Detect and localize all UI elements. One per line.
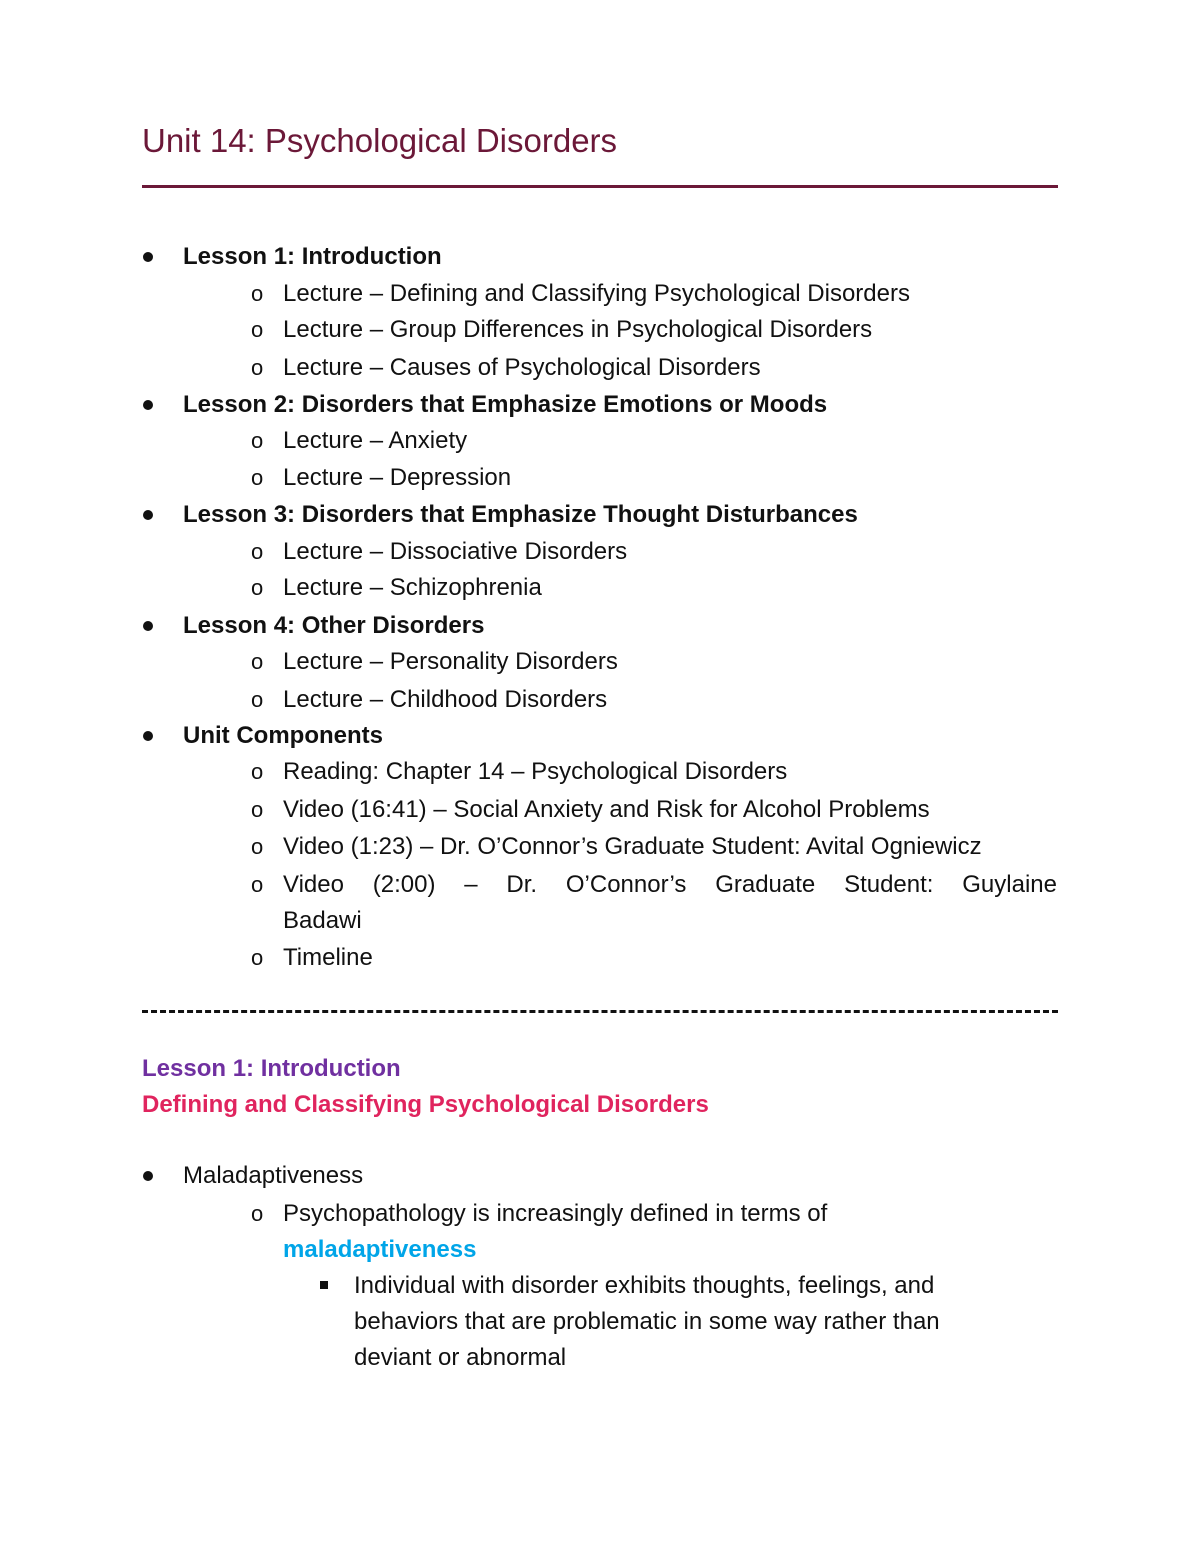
outline-lesson-3: Lesson 3: Disorders that Emphasize Thought Disturbances [183, 501, 858, 528]
outline-item-justified [283, 870, 1057, 900]
circle-bullet-icon: o [251, 759, 264, 784]
outline-item: Lecture – Causes of Psychological Disorders [283, 354, 761, 381]
section-divider [142, 1010, 1058, 1013]
word: – [464, 871, 478, 898]
word: Video [283, 871, 344, 898]
lesson-heading: Lesson 1: Introduction [142, 1055, 401, 1082]
word: Dr. [506, 871, 538, 898]
outline-lesson-2: Lesson 2: Disorders that Emphasize Emotions or Moods [183, 391, 828, 418]
circle-bullet-icon: o [251, 872, 264, 897]
circle-bullet-icon: o [251, 649, 264, 674]
bullet-dot-icon [143, 731, 153, 741]
outline-item: Lecture – Defining and Classifying Psychological Disorders [283, 280, 910, 307]
outline-item: Lecture – Schizophrenia [283, 574, 542, 601]
circle-bullet-icon: o [251, 465, 264, 490]
circle-bullet-icon: o [251, 797, 264, 822]
word: Graduate [715, 871, 816, 898]
circle-bullet-icon: o [251, 281, 264, 306]
bullet-dot-icon [143, 510, 153, 520]
page-title: Unit 14: Psychological Disorders [142, 122, 618, 159]
outline-lesson-4: Lesson 4: Other Disorders [183, 612, 485, 639]
circle-bullet-icon: o [251, 317, 264, 342]
word: Student: [844, 871, 934, 898]
circle-bullet-icon: o [251, 945, 264, 970]
key-term: maladaptiveness [283, 1236, 477, 1263]
outline-item: Lecture – Dissociative Disorders [283, 538, 628, 565]
outline-unit-components: Unit Components [183, 722, 383, 749]
outline-item: Video (16:41) – Social Anxiety and Risk for Alcohol Problems [283, 796, 930, 823]
outline-lesson-1: Lesson 1: Introduction [183, 243, 442, 270]
circle-bullet-icon: o [251, 539, 264, 564]
circle-bullet-icon: o [251, 834, 264, 859]
content-detail-line: behaviors that are problematic in some way rather than [354, 1308, 940, 1335]
circle-bullet-icon: o [251, 1201, 264, 1226]
content-bullet: Maladaptiveness [183, 1162, 364, 1189]
content-sub-bullet: Psychopathology is increasingly defined in terms of [283, 1200, 828, 1227]
word: (2:00) [372, 871, 436, 898]
outline-item: Lecture – Group Differences in Psychological Disorders [283, 316, 873, 343]
outline-item: Video (1:23) – Dr. O’Connor’s Graduate Student: Avital Ogniewicz [283, 833, 982, 860]
outline-item: Timeline [283, 944, 373, 971]
section-heading: Defining and Classifying Psychological Disorders [142, 1091, 709, 1118]
outline-item: Lecture – Depression [283, 464, 512, 491]
bullet-dot-icon [143, 621, 153, 631]
content-detail-line: Individual with disorder exhibits thoughts, feelings, and [354, 1272, 935, 1299]
title-underline [142, 185, 1058, 188]
word: O’Connor’s [565, 871, 687, 898]
outline-item: Reading: Chapter 14 – Psychological Disorders [283, 758, 788, 785]
circle-bullet-icon: o [251, 575, 264, 600]
outline-item: Lecture – Personality Disorders [283, 648, 618, 675]
content-detail-line: deviant or abnormal [354, 1344, 567, 1371]
circle-bullet-icon: o [251, 428, 264, 453]
circle-bullet-icon: o [251, 687, 264, 712]
bullet-dot-icon [143, 400, 153, 410]
word: Guylaine [962, 871, 1057, 898]
circle-bullet-icon: o [251, 355, 264, 380]
outline-item: Lecture – Anxiety [283, 427, 468, 454]
outline-item-continued: Badawi [283, 907, 362, 934]
square-bullet-icon [320, 1281, 328, 1289]
bullet-dot-icon [143, 252, 153, 262]
outline-item: Lecture – Childhood Disorders [283, 686, 608, 713]
bullet-dot-icon [143, 1171, 153, 1181]
